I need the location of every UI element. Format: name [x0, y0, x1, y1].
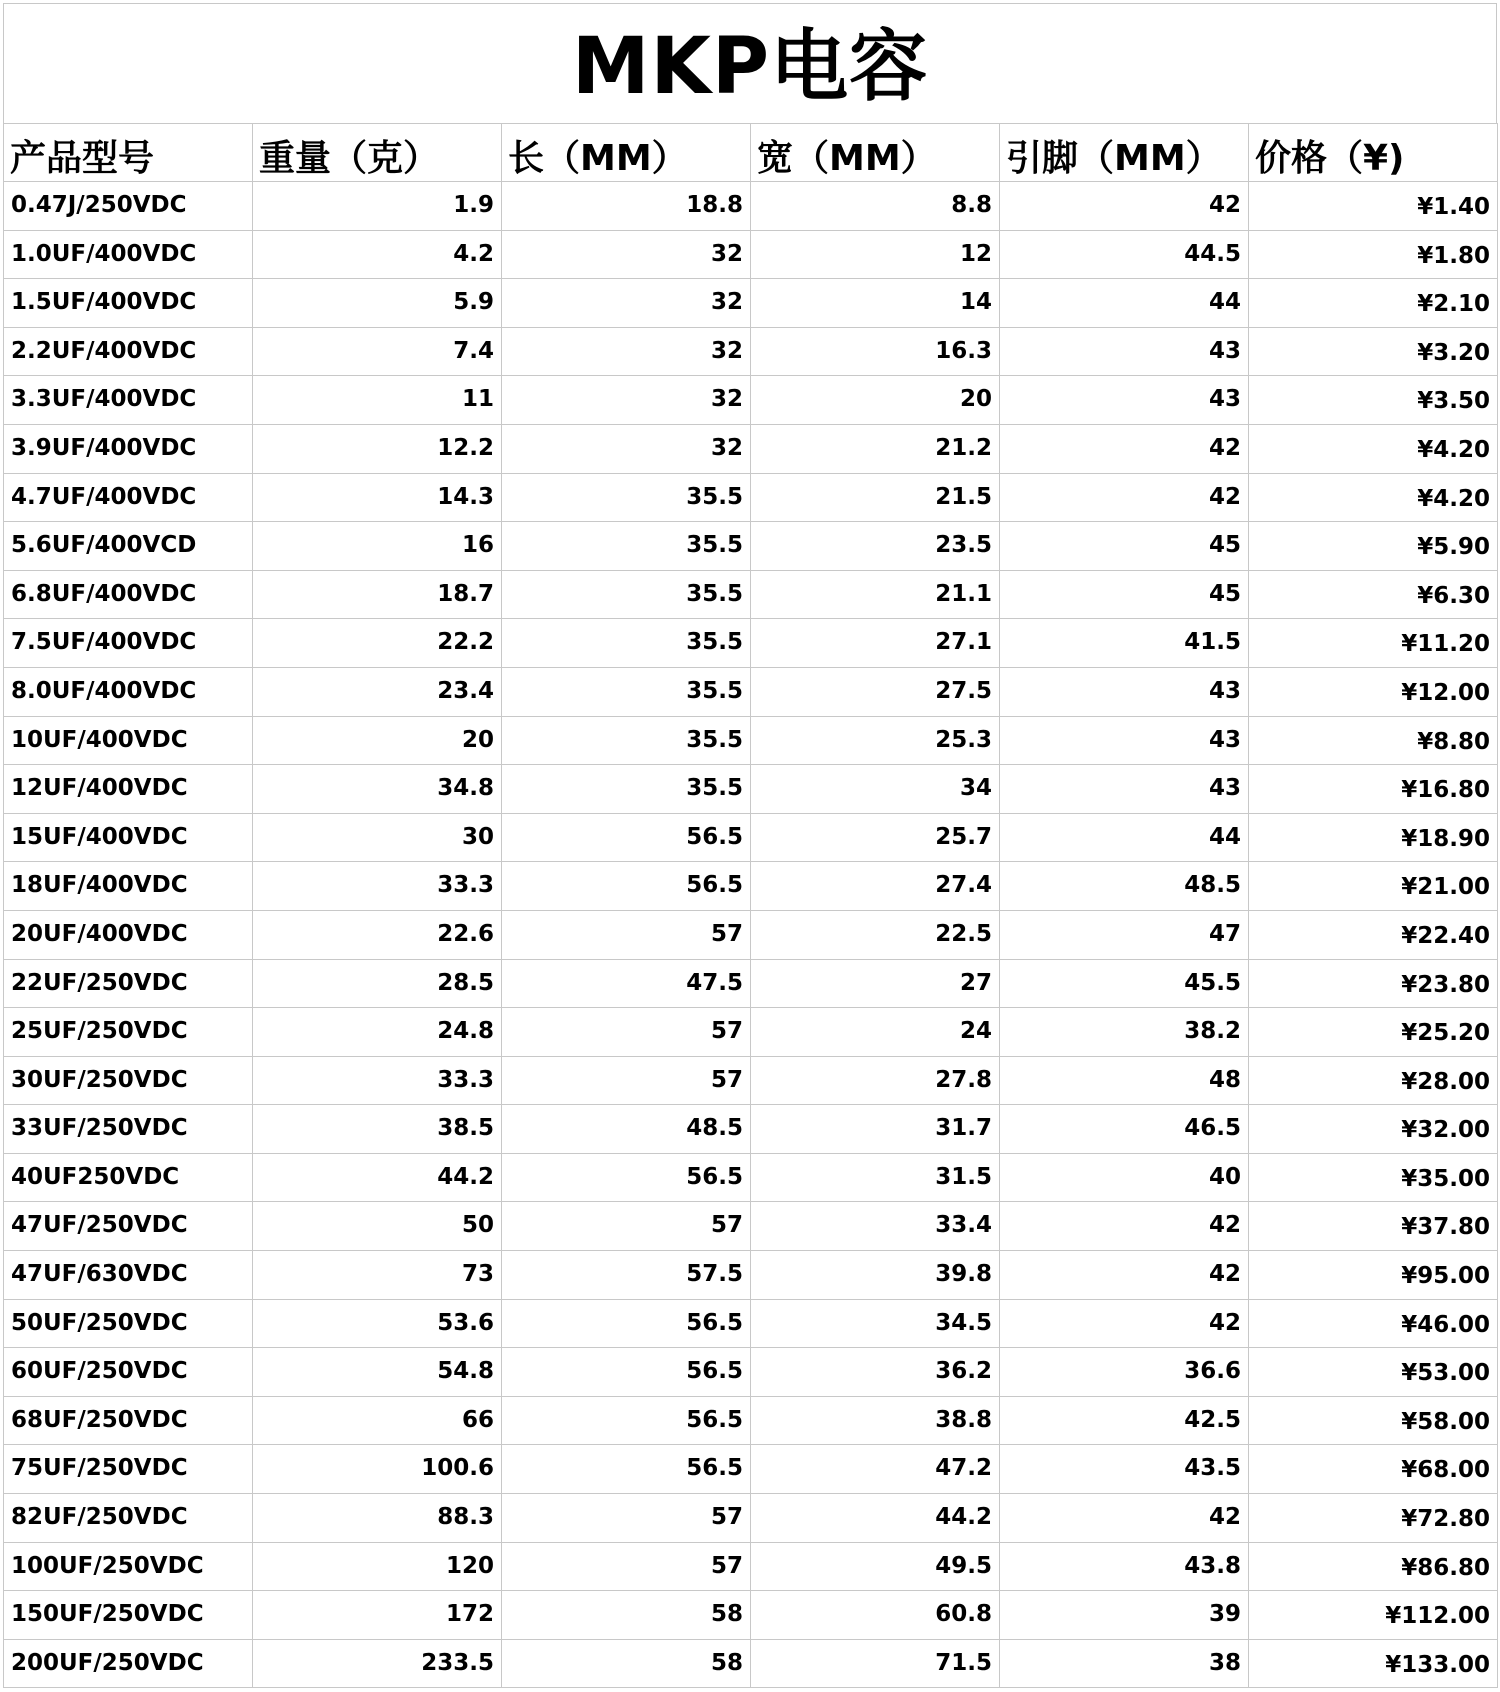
pin-cell: 42	[1000, 1251, 1249, 1300]
length-cell: 35.5	[502, 667, 751, 716]
length-cell: 56.5	[502, 1445, 751, 1494]
table-row	[4, 1396, 1498, 1445]
length-cell: 57	[502, 1202, 751, 1251]
pin-cell: 43.8	[1000, 1542, 1249, 1591]
length-cell: 47.5	[502, 959, 751, 1008]
pin-cell: 42.5	[1000, 1396, 1249, 1445]
table-row	[4, 1445, 1498, 1494]
pin-cell: 45	[1000, 522, 1249, 571]
width-cell: 21.2	[751, 424, 1000, 473]
model-cell: 22UF/250VDC	[4, 959, 253, 1008]
weight-cell: 34.8	[253, 765, 502, 814]
width-cell: 49.5	[751, 1542, 1000, 1591]
header-price: 价格（¥)	[1249, 124, 1498, 182]
weight-cell: 50	[253, 1202, 502, 1251]
table-row	[4, 1591, 1498, 1640]
pin-cell: 41.5	[1000, 619, 1249, 668]
weight-cell: 73	[253, 1251, 502, 1300]
width-cell: 16.3	[751, 327, 1000, 376]
product-table	[3, 123, 1498, 1688]
price-cell: ¥28.00	[1249, 1056, 1498, 1105]
length-cell: 32	[502, 279, 751, 328]
price-cell: ¥133.00	[1249, 1639, 1498, 1688]
header-length: 长（MM）	[502, 124, 751, 182]
price-cell: ¥58.00	[1249, 1396, 1498, 1445]
table-row	[4, 862, 1498, 911]
width-cell: 34	[751, 765, 1000, 814]
width-cell: 47.2	[751, 1445, 1000, 1494]
weight-cell: 233.5	[253, 1639, 502, 1688]
price-cell: ¥46.00	[1249, 1299, 1498, 1348]
width-cell: 27.1	[751, 619, 1000, 668]
width-cell: 21.5	[751, 473, 1000, 522]
table-row	[4, 376, 1498, 425]
width-cell: 27.8	[751, 1056, 1000, 1105]
model-cell: 7.5UF/400VDC	[4, 619, 253, 668]
weight-cell: 22.2	[253, 619, 502, 668]
width-cell: 31.7	[751, 1105, 1000, 1154]
model-cell: 200UF/250VDC	[4, 1639, 253, 1688]
model-cell: 10UF/400VDC	[4, 716, 253, 765]
length-cell: 56.5	[502, 862, 751, 911]
length-cell: 32	[502, 327, 751, 376]
weight-cell: 4.2	[253, 230, 502, 279]
weight-cell: 28.5	[253, 959, 502, 1008]
pin-cell: 44.5	[1000, 230, 1249, 279]
model-cell: 2.2UF/400VDC	[4, 327, 253, 376]
width-cell: 33.4	[751, 1202, 1000, 1251]
table-row	[4, 1251, 1498, 1300]
model-cell: 150UF/250VDC	[4, 1591, 253, 1640]
price-cell: ¥21.00	[1249, 862, 1498, 911]
weight-cell: 7.4	[253, 327, 502, 376]
length-cell: 58	[502, 1639, 751, 1688]
width-cell: 34.5	[751, 1299, 1000, 1348]
model-cell: 50UF/250VDC	[4, 1299, 253, 1348]
pin-cell: 42	[1000, 424, 1249, 473]
pin-cell: 43.5	[1000, 1445, 1249, 1494]
weight-cell: 16	[253, 522, 502, 571]
model-cell: 15UF/400VDC	[4, 813, 253, 862]
title-row	[3, 3, 1497, 123]
pin-cell: 43	[1000, 765, 1249, 814]
header-pin: 引脚（MM）	[1000, 124, 1249, 182]
pin-cell: 48.5	[1000, 862, 1249, 911]
price-cell: ¥2.10	[1249, 279, 1498, 328]
table-row	[4, 570, 1498, 619]
pin-cell: 40	[1000, 1153, 1249, 1202]
table-row	[4, 910, 1498, 959]
width-cell: 27.4	[751, 862, 1000, 911]
weight-cell: 18.7	[253, 570, 502, 619]
price-cell: ¥23.80	[1249, 959, 1498, 1008]
model-cell: 100UF/250VDC	[4, 1542, 253, 1591]
length-cell: 57	[502, 910, 751, 959]
width-cell: 22.5	[751, 910, 1000, 959]
weight-cell: 1.9	[253, 182, 502, 231]
model-cell: 82UF/250VDC	[4, 1494, 253, 1543]
width-cell: 44.2	[751, 1494, 1000, 1543]
table-body	[4, 182, 1498, 1688]
price-cell: ¥5.90	[1249, 522, 1498, 571]
table-row	[4, 1542, 1498, 1591]
weight-cell: 11	[253, 376, 502, 425]
price-cell: ¥1.40	[1249, 182, 1498, 231]
width-cell: 24	[751, 1008, 1000, 1057]
pin-cell: 48	[1000, 1056, 1249, 1105]
model-cell: 75UF/250VDC	[4, 1445, 253, 1494]
width-cell: 27.5	[751, 667, 1000, 716]
table-row	[4, 424, 1498, 473]
length-cell: 35.5	[502, 716, 751, 765]
price-cell: ¥32.00	[1249, 1105, 1498, 1154]
width-cell: 38.8	[751, 1396, 1000, 1445]
model-cell: 0.47J/250VDC	[4, 182, 253, 231]
table-row	[4, 1153, 1498, 1202]
price-cell: ¥95.00	[1249, 1251, 1498, 1300]
price-cell: ¥16.80	[1249, 765, 1498, 814]
table-row	[4, 1348, 1498, 1397]
weight-cell: 88.3	[253, 1494, 502, 1543]
price-cell: ¥18.90	[1249, 813, 1498, 862]
weight-cell: 33.3	[253, 1056, 502, 1105]
price-cell: ¥1.80	[1249, 230, 1498, 279]
weight-cell: 20	[253, 716, 502, 765]
model-cell: 3.9UF/400VDC	[4, 424, 253, 473]
price-cell: ¥25.20	[1249, 1008, 1498, 1057]
length-cell: 56.5	[502, 1299, 751, 1348]
weight-cell: 44.2	[253, 1153, 502, 1202]
length-cell: 35.5	[502, 522, 751, 571]
weight-cell: 100.6	[253, 1445, 502, 1494]
width-cell: 25.7	[751, 813, 1000, 862]
weight-cell: 53.6	[253, 1299, 502, 1348]
pin-cell: 44	[1000, 279, 1249, 328]
price-cell: ¥3.50	[1249, 376, 1498, 425]
table-row	[4, 230, 1498, 279]
table-row	[4, 327, 1498, 376]
model-cell: 30UF/250VDC	[4, 1056, 253, 1105]
width-cell: 8.8	[751, 182, 1000, 231]
length-cell: 58	[502, 1591, 751, 1640]
model-cell: 20UF/400VDC	[4, 910, 253, 959]
model-cell: 33UF/250VDC	[4, 1105, 253, 1154]
length-cell: 57.5	[502, 1251, 751, 1300]
pin-cell: 43	[1000, 667, 1249, 716]
pin-cell: 47	[1000, 910, 1249, 959]
length-cell: 35.5	[502, 619, 751, 668]
length-cell: 57	[502, 1008, 751, 1057]
table-row	[4, 279, 1498, 328]
pin-cell: 39	[1000, 1591, 1249, 1640]
price-cell: ¥35.00	[1249, 1153, 1498, 1202]
table-row	[4, 959, 1498, 1008]
width-cell: 20	[751, 376, 1000, 425]
header-model: 产品型号	[4, 124, 253, 182]
model-cell: 40UF250VDC	[4, 1153, 253, 1202]
width-cell: 31.5	[751, 1153, 1000, 1202]
price-cell: ¥86.80	[1249, 1542, 1498, 1591]
length-cell: 57	[502, 1542, 751, 1591]
model-cell: 47UF/250VDC	[4, 1202, 253, 1251]
model-cell: 68UF/250VDC	[4, 1396, 253, 1445]
model-cell: 8.0UF/400VDC	[4, 667, 253, 716]
pin-cell: 44	[1000, 813, 1249, 862]
price-cell: ¥12.00	[1249, 667, 1498, 716]
model-cell: 60UF/250VDC	[4, 1348, 253, 1397]
spreadsheet	[3, 3, 1497, 1688]
length-cell: 32	[502, 376, 751, 425]
table-row	[4, 473, 1498, 522]
weight-cell: 22.6	[253, 910, 502, 959]
length-cell: 35.5	[502, 473, 751, 522]
weight-cell: 23.4	[253, 667, 502, 716]
table-row	[4, 1639, 1498, 1688]
price-cell: ¥53.00	[1249, 1348, 1498, 1397]
width-cell: 27	[751, 959, 1000, 1008]
length-cell: 56.5	[502, 1153, 751, 1202]
header-width: 宽（MM）	[751, 124, 1000, 182]
weight-cell: 24.8	[253, 1008, 502, 1057]
length-cell: 48.5	[502, 1105, 751, 1154]
table-row	[4, 1105, 1498, 1154]
pin-cell: 36.6	[1000, 1348, 1249, 1397]
weight-cell: 54.8	[253, 1348, 502, 1397]
pin-cell: 43	[1000, 327, 1249, 376]
weight-cell: 30	[253, 813, 502, 862]
pin-cell: 42	[1000, 1494, 1249, 1543]
model-cell: 3.3UF/400VDC	[4, 376, 253, 425]
length-cell: 57	[502, 1056, 751, 1105]
table-row	[4, 765, 1498, 814]
pin-cell: 45	[1000, 570, 1249, 619]
table-row	[4, 813, 1498, 862]
length-cell: 56.5	[502, 1348, 751, 1397]
table-row	[4, 1056, 1498, 1105]
model-cell: 12UF/400VDC	[4, 765, 253, 814]
pin-cell: 38.2	[1000, 1008, 1249, 1057]
weight-cell: 66	[253, 1396, 502, 1445]
table-row	[4, 619, 1498, 668]
price-cell: ¥68.00	[1249, 1445, 1498, 1494]
table-row	[4, 1202, 1498, 1251]
price-cell: ¥3.20	[1249, 327, 1498, 376]
model-cell: 1.5UF/400VDC	[4, 279, 253, 328]
pin-cell: 42	[1000, 182, 1249, 231]
weight-cell: 14.3	[253, 473, 502, 522]
weight-cell: 172	[253, 1591, 502, 1640]
length-cell: 35.5	[502, 570, 751, 619]
pin-cell: 42	[1000, 1299, 1249, 1348]
header-row	[4, 124, 1498, 182]
weight-cell: 33.3	[253, 862, 502, 911]
width-cell: 60.8	[751, 1591, 1000, 1640]
price-cell: ¥22.40	[1249, 910, 1498, 959]
header-weight: 重量（克）	[253, 124, 502, 182]
price-cell: ¥72.80	[1249, 1494, 1498, 1543]
width-cell: 39.8	[751, 1251, 1000, 1300]
table-row	[4, 1299, 1498, 1348]
width-cell: 12	[751, 230, 1000, 279]
page-title: MKP电容	[571, 21, 929, 112]
width-cell: 36.2	[751, 1348, 1000, 1397]
model-cell: 25UF/250VDC	[4, 1008, 253, 1057]
model-cell: 18UF/400VDC	[4, 862, 253, 911]
weight-cell: 38.5	[253, 1105, 502, 1154]
width-cell: 25.3	[751, 716, 1000, 765]
width-cell: 71.5	[751, 1639, 1000, 1688]
pin-cell: 38	[1000, 1639, 1249, 1688]
model-cell: 47UF/630VDC	[4, 1251, 253, 1300]
price-cell: ¥37.80	[1249, 1202, 1498, 1251]
model-cell: 4.7UF/400VDC	[4, 473, 253, 522]
length-cell: 18.8	[502, 182, 751, 231]
width-cell: 21.1	[751, 570, 1000, 619]
model-cell: 5.6UF/400VCD	[4, 522, 253, 571]
pin-cell: 43	[1000, 716, 1249, 765]
length-cell: 57	[502, 1494, 751, 1543]
table-row	[4, 716, 1498, 765]
table-row	[4, 1494, 1498, 1543]
weight-cell: 12.2	[253, 424, 502, 473]
table-row	[4, 1008, 1498, 1057]
length-cell: 56.5	[502, 1396, 751, 1445]
weight-cell: 5.9	[253, 279, 502, 328]
length-cell: 35.5	[502, 765, 751, 814]
pin-cell: 43	[1000, 376, 1249, 425]
weight-cell: 120	[253, 1542, 502, 1591]
price-cell: ¥8.80	[1249, 716, 1498, 765]
price-cell: ¥11.20	[1249, 619, 1498, 668]
width-cell: 14	[751, 279, 1000, 328]
table-row	[4, 182, 1498, 231]
pin-cell: 46.5	[1000, 1105, 1249, 1154]
model-cell: 1.0UF/400VDC	[4, 230, 253, 279]
pin-cell: 45.5	[1000, 959, 1249, 1008]
pin-cell: 42	[1000, 1202, 1249, 1251]
length-cell: 32	[502, 230, 751, 279]
price-cell: ¥6.30	[1249, 570, 1498, 619]
length-cell: 56.5	[502, 813, 751, 862]
table-row	[4, 522, 1498, 571]
model-cell: 6.8UF/400VDC	[4, 570, 253, 619]
width-cell: 23.5	[751, 522, 1000, 571]
length-cell: 32	[502, 424, 751, 473]
price-cell: ¥112.00	[1249, 1591, 1498, 1640]
price-cell: ¥4.20	[1249, 473, 1498, 522]
pin-cell: 42	[1000, 473, 1249, 522]
table-row	[4, 667, 1498, 716]
price-cell: ¥4.20	[1249, 424, 1498, 473]
